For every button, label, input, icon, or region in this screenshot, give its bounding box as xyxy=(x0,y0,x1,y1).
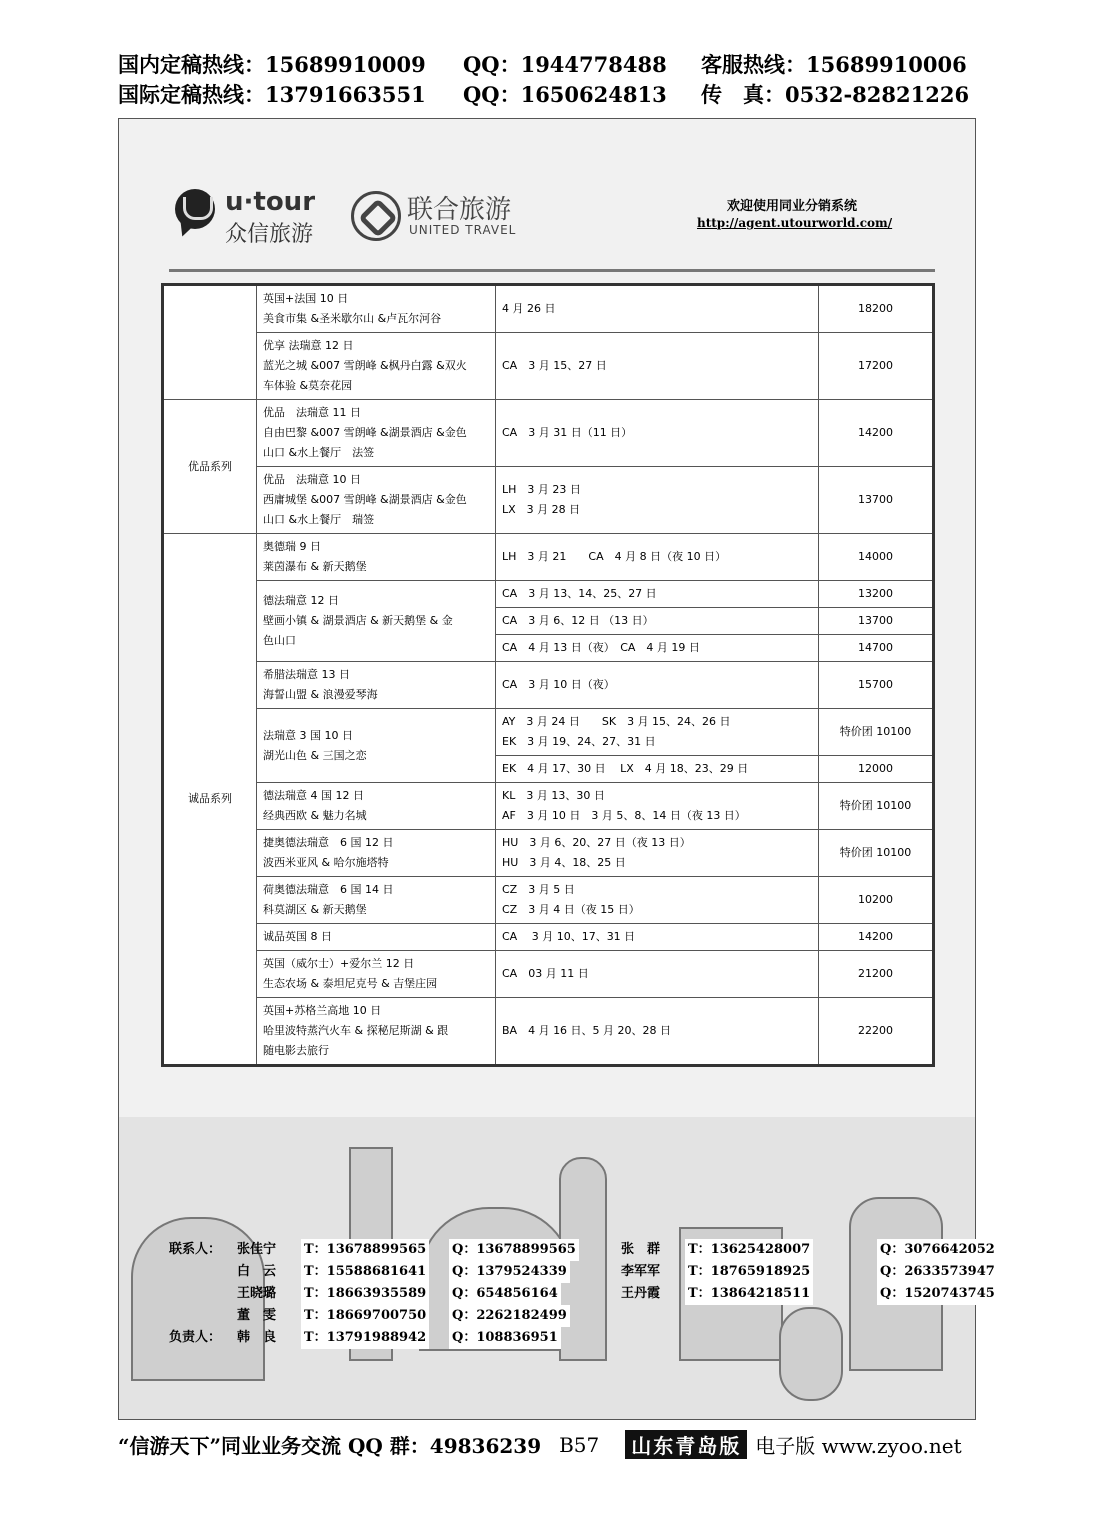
united-travel-logo xyxy=(351,189,551,249)
contact-qq: Q：2633573947 xyxy=(877,1261,998,1283)
series-cell xyxy=(163,400,257,534)
route-cell-line: 英国+法国 10 日 xyxy=(263,292,349,305)
series-cell-line: 优品系列 xyxy=(188,459,232,473)
utour-name-en: u·tour xyxy=(225,187,316,217)
page-number: B57 xyxy=(559,1432,600,1457)
route-cell-line: 色山口 xyxy=(263,634,296,647)
route-cell xyxy=(257,951,496,998)
price-cell xyxy=(819,709,934,756)
table-row xyxy=(163,783,934,830)
route-cell-line: 诚品英国 8 日 xyxy=(263,930,332,943)
contact-qq: Q：2262182499 xyxy=(449,1305,570,1327)
contact-qq: Q：3076642052 xyxy=(877,1239,998,1261)
contact-name: 王丹霞 xyxy=(621,1286,661,1301)
date-cell xyxy=(496,662,819,709)
footer xyxy=(118,1430,978,1459)
date-cell xyxy=(496,783,819,830)
edition-badge: 山东青岛版 xyxy=(625,1430,747,1459)
route-cell-line: 优享 法瑞意 12 日 xyxy=(263,339,354,352)
date-cell-line: LH 3 月 23 日 xyxy=(502,483,581,496)
owner-label: 负责人： xyxy=(169,1330,222,1345)
price-cell-line: 特价团 10100 xyxy=(839,846,912,859)
date-cell-line: LH 3 月 21 CA 4 月 8 日（夜 10 日） xyxy=(502,550,727,563)
united-name-en: UNITED TRAVEL xyxy=(409,223,517,237)
route-cell xyxy=(257,333,496,400)
date-cell-line: CA 3 月 31 日（11 日） xyxy=(502,426,633,439)
table-row xyxy=(163,662,934,709)
route-cell-line: 波西米亚风 & 哈尔施塔特 xyxy=(263,856,389,869)
contact-name: 张 群 xyxy=(621,1242,661,1257)
table-row xyxy=(163,285,934,333)
date-cell-line: CZ 3 月 4 日（夜 15 日） xyxy=(502,903,640,916)
date-cell xyxy=(496,998,819,1066)
price-cell xyxy=(819,285,934,333)
date-cell xyxy=(496,830,819,877)
table-row xyxy=(163,534,934,581)
route-cell xyxy=(257,877,496,924)
domestic-qq: QQ：1944778488 xyxy=(463,52,667,77)
contact-name: 张佳宁 xyxy=(237,1242,277,1257)
welcome-text: 欢迎使用同业分销系统 xyxy=(726,199,857,214)
date-cell-line: CA 03 月 11 日 xyxy=(502,967,589,980)
service-hotline: 客服热线：15689910006 xyxy=(701,52,967,77)
route-cell-line: 科莫湖区 & 新天鹅堡 xyxy=(263,903,367,916)
price-cell-line: 12000 xyxy=(858,762,893,775)
route-cell-line: 山口 &水上餐厅 法签 xyxy=(263,446,375,459)
contact-tel: T：18663935589 xyxy=(301,1283,429,1305)
united-travel-mark-icon xyxy=(351,191,401,241)
price-cell-line: 15700 xyxy=(858,678,893,691)
route-cell xyxy=(257,783,496,830)
united-name-cn: 联合旅游 xyxy=(407,195,512,225)
contact-tel: T：18669700750 xyxy=(301,1305,429,1327)
date-cell xyxy=(496,709,819,756)
qq-group-text: “信游天下”同业业务交流 QQ 群：49836239 xyxy=(118,1434,542,1458)
route-cell-line: 自由巴黎 &007 雪朗峰 &湖景酒店 &金色 xyxy=(263,426,467,439)
contact-tel: T：13791988942 xyxy=(301,1327,429,1349)
price-cell-line: 13200 xyxy=(858,587,893,600)
ad-frame xyxy=(118,118,995,1420)
contact-name: 白 云 xyxy=(237,1264,277,1279)
price-cell-line: 14200 xyxy=(858,930,893,943)
route-table xyxy=(161,283,935,1067)
route-cell xyxy=(257,830,496,877)
route-cell-line: 英国（威尔士）+爱尔兰 12 日 xyxy=(263,957,415,970)
domestic-hotline: 国内定稿热线：15689910009 xyxy=(118,52,426,77)
date-cell-line: AY 3 月 24 日 SK 3 月 15、24、26 日 xyxy=(502,715,731,728)
series-cell xyxy=(163,285,257,400)
route-cell-line: 德法瑞意 12 日 xyxy=(263,594,339,607)
route-cell-line: 海誓山盟 & 浪漫爱琴海 xyxy=(263,688,378,701)
contact-qq: Q：1379524339 xyxy=(449,1261,570,1283)
price-cell-line: 14000 xyxy=(858,550,893,563)
hotline-row-2 xyxy=(118,80,978,110)
date-cell-line: BA 4 月 16 日、5 月 20、28 日 xyxy=(502,1024,672,1037)
route-cell-line: 山口 &水上餐厅 瑞签 xyxy=(263,513,375,526)
price-cell-line: 14700 xyxy=(858,641,893,654)
route-cell-line: 经典西欧 & 魅力名城 xyxy=(263,809,367,822)
date-cell xyxy=(496,333,819,400)
table-row xyxy=(163,581,934,608)
route-cell-line: 法瑞意 3 国 10 日 xyxy=(263,728,353,742)
contact-qq: Q：1520743745 xyxy=(877,1283,998,1305)
contact-label: 联系人： xyxy=(169,1242,222,1257)
route-cell-line: 奥德瑞 9 日 xyxy=(263,540,321,553)
date-cell-line: EK 3 月 19、24、27、31 日 xyxy=(502,735,656,748)
table-row xyxy=(163,998,934,1066)
date-cell xyxy=(496,400,819,467)
price-cell xyxy=(819,581,934,608)
contact-tel: T：15588681641 xyxy=(301,1261,429,1283)
date-cell-line: KL 3 月 13、30 日 xyxy=(502,789,605,802)
route-cell xyxy=(257,467,496,534)
price-cell-line: 21200 xyxy=(858,967,893,980)
contact-tel: T：13864218511 xyxy=(685,1283,813,1305)
date-cell xyxy=(496,581,819,608)
price-cell xyxy=(819,333,934,400)
table-row xyxy=(163,830,934,877)
divider xyxy=(169,269,935,272)
price-cell-line: 特价团 10100 xyxy=(839,799,912,812)
route-cell-line: 优品 法瑞意 11 日 xyxy=(263,406,361,419)
date-cell-line: CA 3 月 13、14、25、27 日 xyxy=(502,587,657,600)
route-cell xyxy=(257,998,496,1066)
price-cell xyxy=(819,998,934,1066)
route-cell xyxy=(257,285,496,333)
series-cell-line: 诚品系列 xyxy=(188,792,232,805)
table-row xyxy=(163,467,934,534)
route-cell-line: 蓝光之城 &007 雪朗峰 &枫丹白露 &双火 xyxy=(263,359,467,372)
table-row xyxy=(163,877,934,924)
route-cell-line: 希腊法瑞意 13 日 xyxy=(263,668,350,681)
price-cell xyxy=(819,662,934,709)
route-cell-line: 生态农场 & 泰坦尼克号 & 吉堡庄园 xyxy=(263,977,438,990)
contact-name: 李军军 xyxy=(621,1264,661,1279)
hotline-row-1 xyxy=(118,50,978,80)
date-cell-line: HU 3 月 4、18、25 日 xyxy=(502,856,626,869)
date-cell xyxy=(496,924,819,951)
date-cell xyxy=(496,877,819,924)
date-cell-line: EK 4 月 17、30 日 LX 4 月 18、23、29 日 xyxy=(502,762,749,775)
route-cell xyxy=(257,534,496,581)
price-cell-line: 13700 xyxy=(858,493,893,506)
date-cell xyxy=(496,635,819,662)
series-cell xyxy=(163,534,257,1066)
price-cell-line: 13700 xyxy=(858,614,893,627)
date-cell xyxy=(496,756,819,783)
price-cell xyxy=(819,951,934,998)
date-cell-line: CA 3 月 10、17、31 日 xyxy=(502,930,636,943)
utour-name-cn: 众信旅游 xyxy=(225,222,314,247)
price-cell xyxy=(819,783,934,830)
route-cell-line: 英国+苏格兰高地 10 日 xyxy=(263,1004,382,1017)
price-cell xyxy=(819,534,934,581)
route-cell-line: 壁画小镇 & 湖景酒店 & 新天鹅堡 & 金 xyxy=(263,614,453,627)
price-cell xyxy=(819,924,934,951)
route-cell-line: 湖光山色 & 三国之恋 xyxy=(263,748,367,762)
site-link[interactable]: 电子版 www.zyoo.net xyxy=(755,1434,962,1458)
price-cell-line: 17200 xyxy=(858,359,893,372)
route-cell-line: 西庸城堡 &007 雪朗峰 &湖景酒店 &金色 xyxy=(263,493,467,506)
date-cell-line: AF 3 月 10 日 3 月 5、8、14 日（夜 13 日） xyxy=(502,809,746,822)
route-cell xyxy=(257,662,496,709)
price-cell xyxy=(819,756,934,783)
route-cell-line: 哈里波特蒸汽火车 & 探秘尼斯湖 & 跟 xyxy=(263,1024,449,1037)
mascot-shape xyxy=(779,1307,843,1401)
hotlines xyxy=(118,50,978,110)
route-cell xyxy=(257,924,496,951)
date-cell xyxy=(496,608,819,635)
price-cell-line: 10200 xyxy=(858,893,893,906)
contact-qq: Q：654856164 xyxy=(449,1283,561,1305)
price-cell xyxy=(819,830,934,877)
contact-name: 王晓璐 xyxy=(237,1286,277,1301)
date-cell xyxy=(496,951,819,998)
date-cell-line: CA 3 月 10 日（夜） xyxy=(502,678,615,691)
date-cell-line: 4 月 26 日 xyxy=(502,302,556,315)
route-cell xyxy=(257,709,496,783)
route-cell-line: 荷奥德法瑞意 6 国 14 日 xyxy=(263,883,394,896)
table-row xyxy=(163,333,934,400)
price-cell-line: 特价团 10100 xyxy=(839,725,912,738)
table-row xyxy=(163,400,934,467)
route-cell-line: 捷奥德法瑞意 6 国 12 日 xyxy=(263,836,394,849)
date-cell-line: CA 3 月 15、27 日 xyxy=(502,359,607,372)
utour-logo xyxy=(169,181,329,247)
contact-qq: Q：108836951 xyxy=(449,1327,561,1349)
date-cell xyxy=(496,285,819,333)
contact-name: 董 雯 xyxy=(237,1308,277,1323)
route-cell-line: 车体验 &莫奈花园 xyxy=(263,379,353,392)
fax: 传 真：0532-82821226 xyxy=(701,82,970,107)
route-cell-line: 德法瑞意 4 国 12 日 xyxy=(263,789,364,802)
date-cell-line: LX 3 月 28 日 xyxy=(502,503,581,516)
route-cell-line: 随电影去旅行 xyxy=(263,1044,329,1057)
intl-qq: QQ：1650624813 xyxy=(463,82,667,107)
welcome-block xyxy=(697,195,893,230)
date-cell xyxy=(496,467,819,534)
route-cell-line: 优品 法瑞意 10 日 xyxy=(263,473,361,486)
table-row xyxy=(163,951,934,998)
price-cell-line: 14200 xyxy=(858,426,893,439)
contact-tel: T：13678899565 xyxy=(301,1239,429,1261)
table-row xyxy=(163,709,934,756)
date-cell-line: CZ 3 月 5 日 xyxy=(502,883,575,896)
intl-hotline: 国际定稿热线：13791663551 xyxy=(118,82,426,107)
price-cell xyxy=(819,608,934,635)
contact-tel: T：18765918925 xyxy=(685,1261,813,1283)
price-cell xyxy=(819,877,934,924)
route-cell-line: 美食市集 &圣米歇尔山 &卢瓦尔河谷 xyxy=(263,312,442,325)
price-cell xyxy=(819,635,934,662)
contact-qq: Q：13678899565 xyxy=(449,1239,579,1261)
table-row xyxy=(163,924,934,951)
price-cell-line: 22200 xyxy=(858,1024,893,1037)
price-cell xyxy=(819,400,934,467)
price-cell xyxy=(819,467,934,534)
date-cell-line: CA 4 月 13 日（夜） CA 4 月 19 日 xyxy=(502,641,700,654)
price-cell-line: 18200 xyxy=(858,302,893,315)
agent-url-link[interactable]: http://agent.utourworld.com/ xyxy=(697,216,893,230)
route-cell-line: 莱茵瀑布 & 新天鹅堡 xyxy=(263,560,367,573)
contact-name: 韩 良 xyxy=(237,1330,277,1345)
date-cell-line: CA 3 月 6、12 日 （13 日） xyxy=(502,614,654,627)
date-cell-line: HU 3 月 6、20、27 日（夜 13 日） xyxy=(502,836,691,849)
route-cell xyxy=(257,400,496,467)
route-cell xyxy=(257,581,496,662)
contact-tel: T：13625428007 xyxy=(685,1239,813,1261)
date-cell xyxy=(496,534,819,581)
